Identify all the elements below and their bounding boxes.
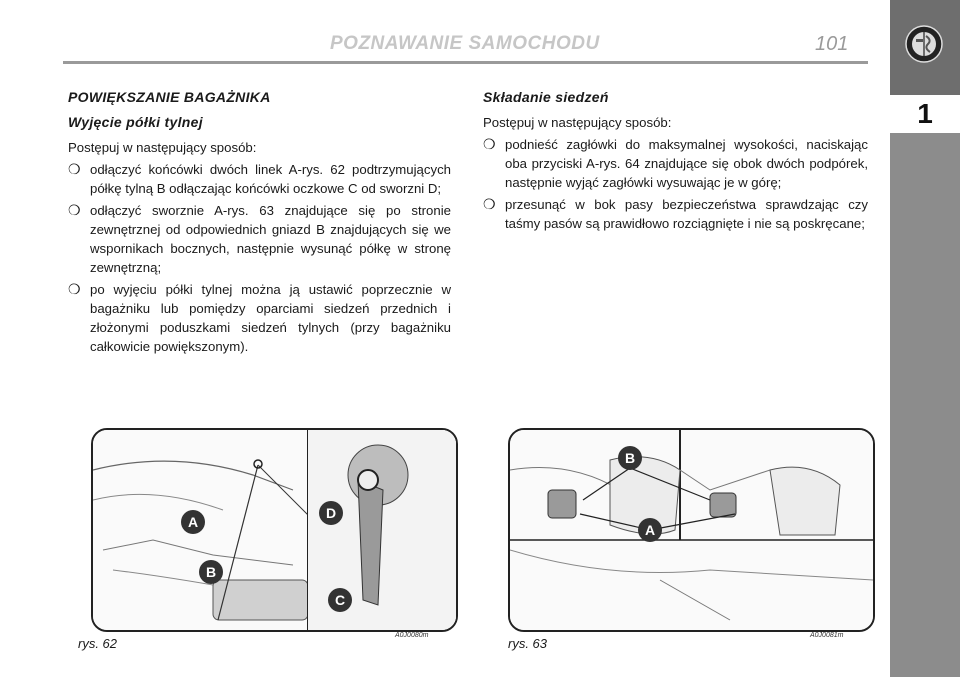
list-item-text: odłączyć sworznie A-rys. 63 znajdujące się po stronie zewnętrznej od odpowiednich gniazd B znajdujących się we wspornikach bocznych, następnie wysunąć półkę w stronę zewnętrzną; — [90, 203, 451, 275]
list-item — [68, 160, 451, 198]
list-item — [483, 135, 868, 192]
bullet-circle-icon: ❍ — [483, 136, 496, 152]
figure-62-code: A0J0080m — [395, 632, 429, 639]
figure-63-code: A0J0081m — [810, 632, 844, 639]
subheading-seat-folding: Składanie siedzeń — [483, 89, 609, 105]
bullet-circle-icon: ❍ — [68, 281, 81, 297]
bullet-list — [483, 135, 868, 233]
bullet-list — [68, 160, 451, 356]
figure-62-caption: rys. 62 — [78, 636, 118, 651]
callout-label-c: C — [334, 592, 346, 608]
trunk-shelf-drawing — [93, 430, 456, 630]
callout-label-b: B — [624, 450, 636, 466]
header-rule — [63, 61, 868, 64]
chapter-number: 1 — [890, 95, 960, 133]
bullet-circle-icon: ❍ — [68, 161, 81, 177]
figure-62-illustration — [91, 428, 458, 632]
list-item — [68, 201, 451, 277]
bullet-circle-icon: ❍ — [483, 196, 496, 212]
seat-drawing — [510, 430, 873, 630]
callout-label-a: A — [644, 522, 656, 538]
chapter-side-tab — [890, 0, 960, 677]
intro-text: Postępuj w następujący sposób: — [483, 115, 672, 130]
left-column — [68, 88, 451, 359]
list-item — [483, 195, 868, 233]
tab-logo-area — [890, 0, 960, 95]
list-item-text: odłączyć końcówki dwóch linek A-rys. 62 podtrzymujących półkę tylną B odłączając końcówki oczkowe C od sworzni D; — [90, 162, 451, 196]
list-item — [68, 280, 451, 356]
intro-text: Postępuj w następujący sposób: — [68, 140, 257, 155]
figure-63-illustration — [508, 428, 875, 632]
callout-label-a: A — [187, 514, 199, 530]
right-column — [483, 88, 868, 236]
callout-label-d: D — [325, 505, 337, 521]
list-item-text: podnieść zagłówki do maksymalnej wysokości, naciskając oba przyciski A-rys. 64 znajdujące się obok dwóch podpórek, następnie wyjąć zagłówki wysuwając je w górę; — [505, 137, 868, 190]
list-item-text: przesunąć w bok pasy bezpieczeństwa sprawdzając czy taśmy pasów są prawidłowo rozciągnięte i nie są poskręcane; — [505, 197, 868, 231]
page-number: 101 — [815, 33, 849, 55]
section-heading: POWIĘKSZANIE BAGAŻNIKA — [68, 89, 271, 105]
bullet-circle-icon: ❍ — [68, 202, 81, 218]
alfa-romeo-logo-icon — [904, 24, 944, 64]
figure-63-caption: rys. 63 — [508, 636, 548, 651]
callout-label-b: B — [205, 564, 217, 580]
list-item-text: po wyjęciu półki tylnej można ją ustawić poprzecznie w bagażniku lub pomiędzy oparciami siedzeń przednich i złożonymi poduszkami siedzeń tylnych (przy bagażniku całkowicie powiększonym). — [90, 282, 451, 354]
running-header-title: POZNAWANIE SAMOCHODU — [330, 33, 600, 54]
subheading-shelf-removal: Wyjęcie półki tylnej — [68, 114, 203, 130]
